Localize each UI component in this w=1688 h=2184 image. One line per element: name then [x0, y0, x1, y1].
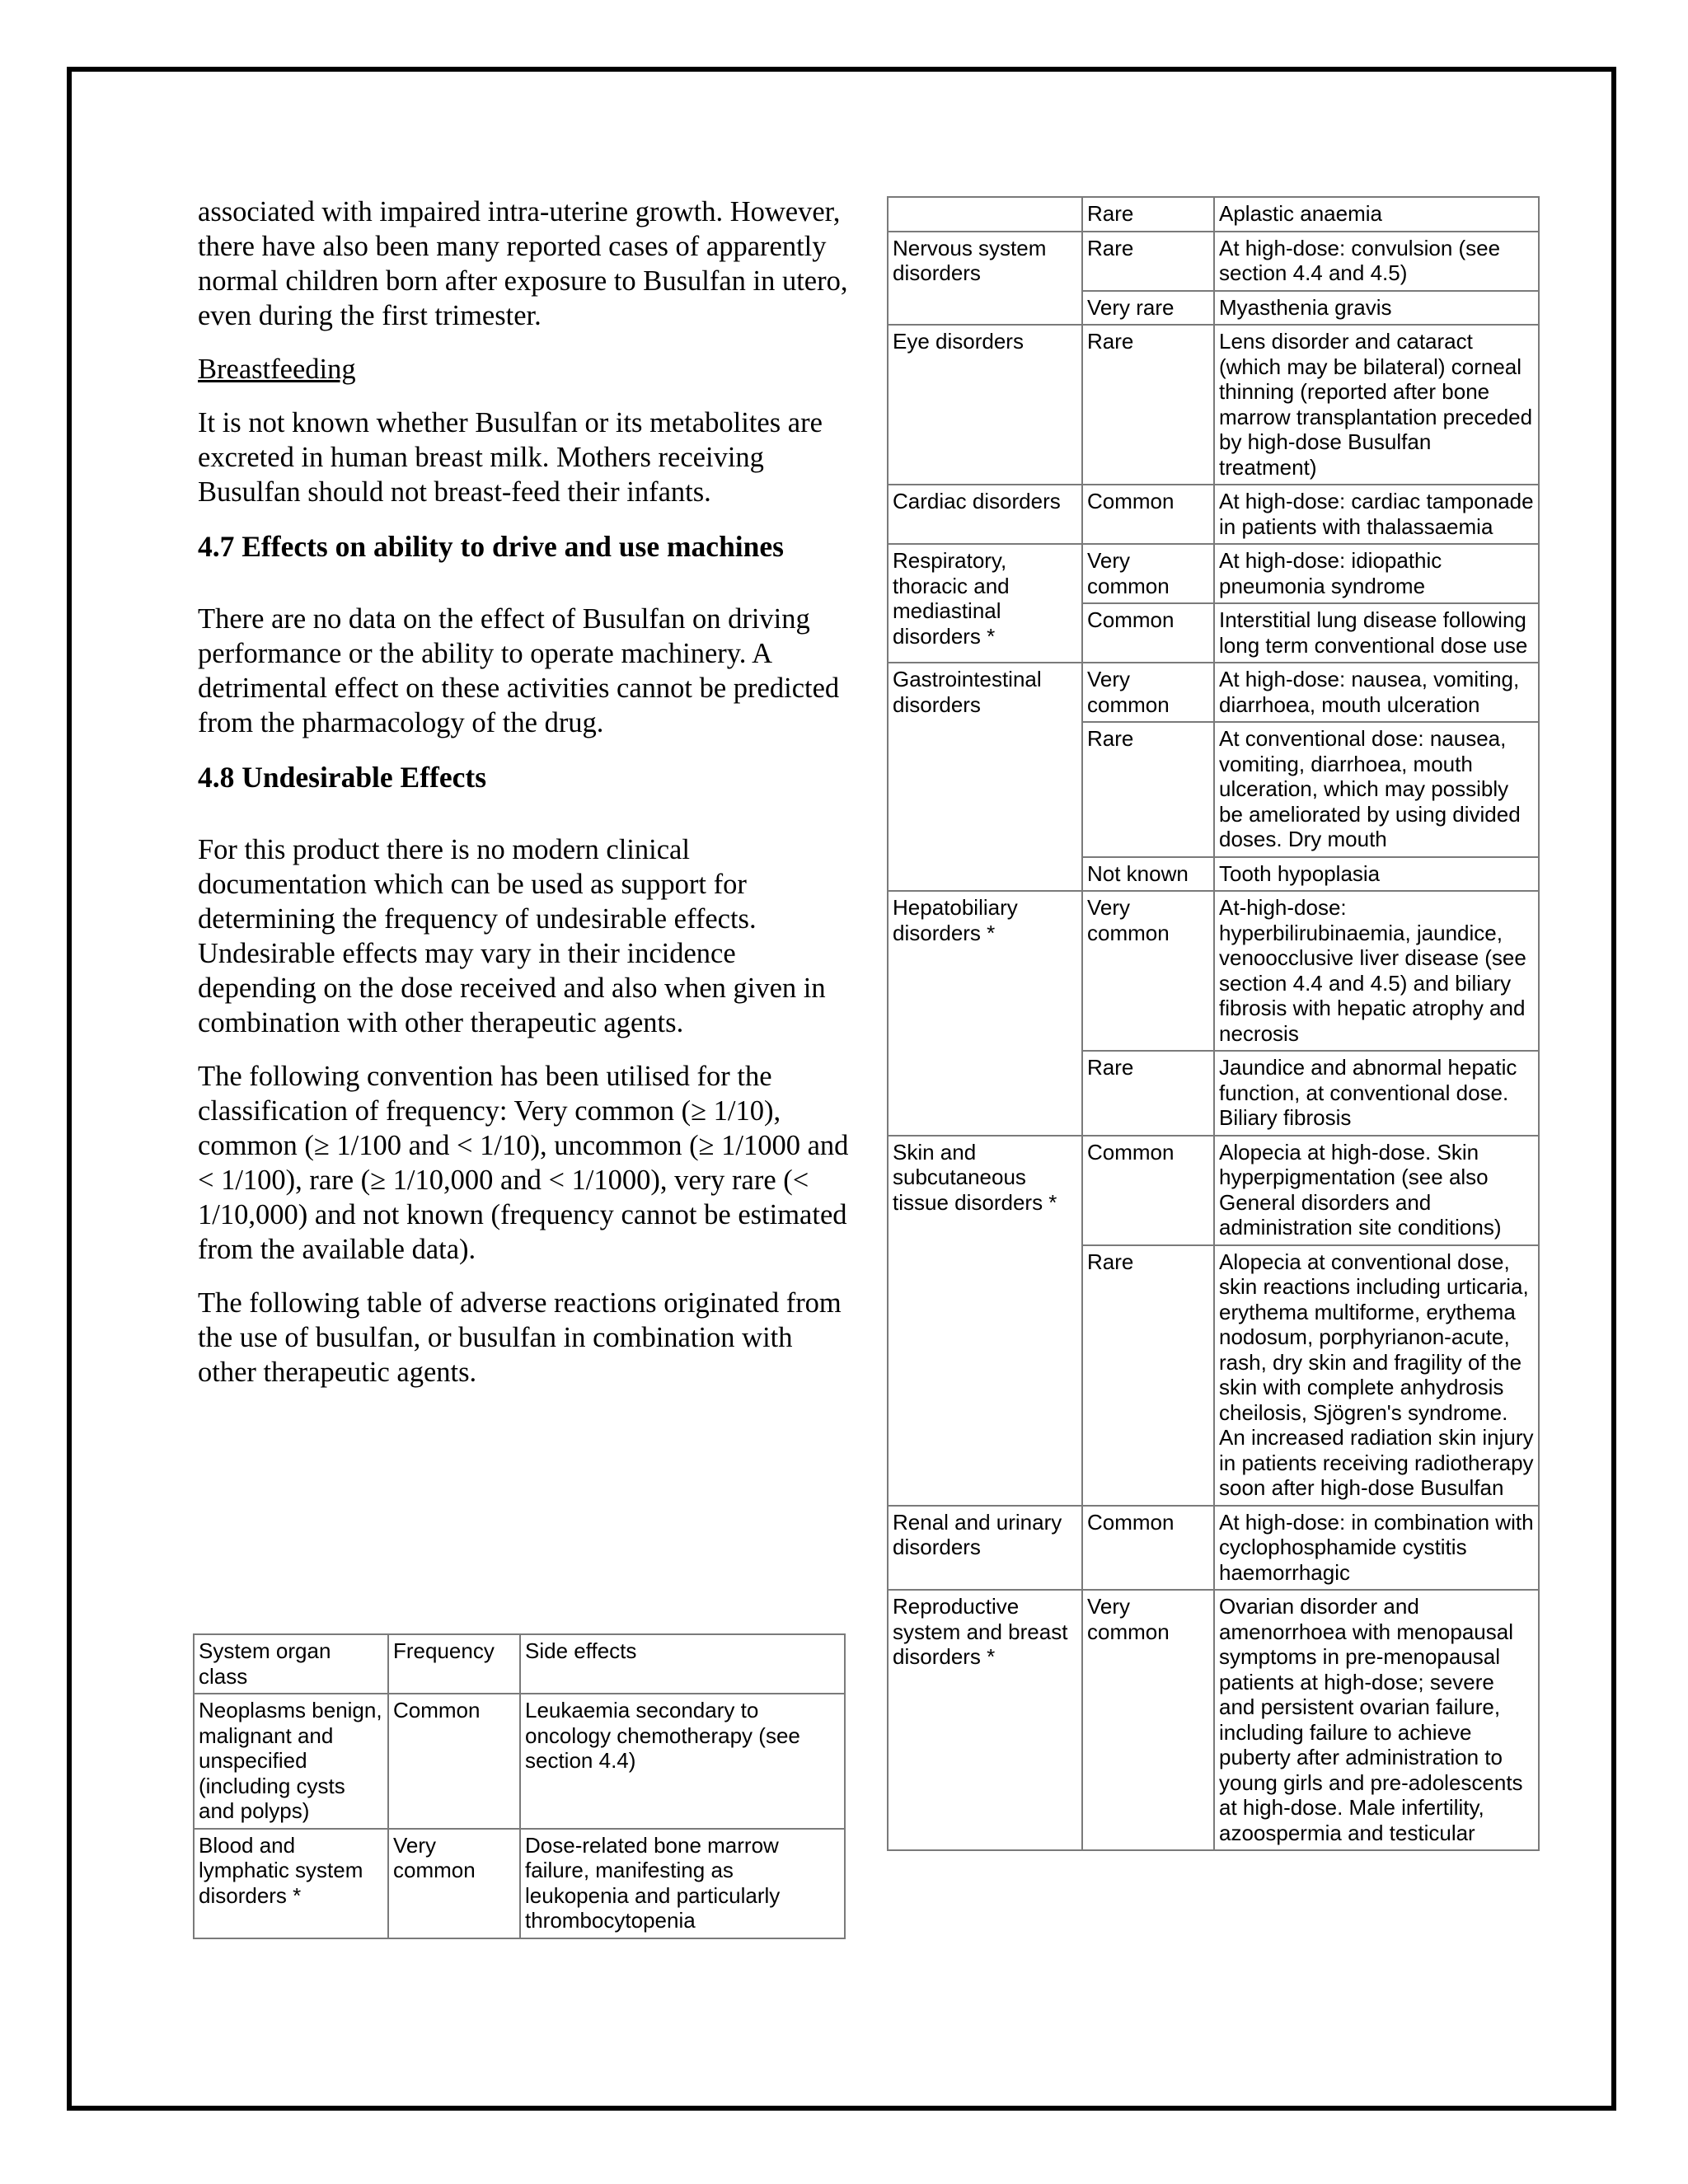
effects-cell: Alopecia at high-dose. Skin hyperpigmentation (see also General disorders and administration site conditions): [1214, 1136, 1539, 1245]
undesirable-effects-paragraph: For this product there is no modern clinical documentation which can be used as support for determining the frequency of undesirable effects. Undesirable effects may vary in their incidence depending on the dose received and also when given in combination with other therapeutic agents.: [198, 834, 826, 1038]
effects-cell: Myasthenia gravis: [1214, 291, 1539, 326]
table-row: [194, 1829, 845, 1938]
effects-cell: At conventional dose: nausea, vomiting, diarrhoea, mouth ulceration, which may possibly be ameliorated by using divided doses. Dry mouth: [1214, 722, 1539, 857]
table-row: [888, 485, 1539, 544]
frequency-convention-paragraph: The following convention has been utilised for the classification of frequency: Very common (≥ 1/10), common (≥ 1/100 and < 1/10), uncommon (≥ 1/1000 and < 1/100), rare (≥ 1/10,000 and < 1/1000), very rare (< 1/10,000) and not known (frequency cannot be estimated from the available data).: [198, 1061, 849, 1265]
frequency-cell: Rare: [1082, 722, 1214, 857]
soc-cell: Blood and lymphatic system disorders *: [194, 1829, 388, 1938]
adverse-reactions-intro: The following table of adverse reactions originated from the use of busulfan, or busulfan in combination with other therapeutic agents.: [198, 1287, 842, 1388]
frequency-cell: Common: [388, 1694, 520, 1829]
driving-paragraph: There are no data on the effect of Busulfan on driving performance or the ability to operate machinery. A detrimental effect on these activities cannot be predicted from the pharmacology of the drug.: [198, 603, 840, 738]
effects-cell: Leukaemia secondary to oncology chemotherapy (see section 4.4): [520, 1694, 845, 1829]
frequency-cell: Rare: [1082, 1245, 1214, 1506]
soc-cell: [888, 197, 1082, 232]
effects-cell: At high-dose: convulsion (see section 4.4 and 4.5): [1214, 232, 1539, 291]
soc-cell: Neoplasms benign, malignant and unspecified (including cysts and polyps): [194, 1694, 388, 1829]
frequency-cell: Not known: [1082, 857, 1214, 892]
table-row: [888, 197, 1539, 232]
soc-cell: Hepatobiliary disorders *: [888, 891, 1082, 1136]
table-row: [194, 1694, 845, 1829]
table-row: [888, 663, 1539, 722]
effects-cell: Lens disorder and cataract (which may be bilateral) corneal thinning (reported after bone marrow transplantation preceded by high-dose Busulfan treatment): [1214, 325, 1539, 485]
effects-cell: Jaundice and abnormal hepatic function, at conventional dose. Biliary fibrosis: [1214, 1051, 1539, 1136]
soc-cell: Renal and urinary disorders: [888, 1506, 1082, 1591]
frequency-cell: Rare: [1082, 325, 1214, 485]
frequency-cell: Very common: [1082, 1590, 1214, 1850]
left-column: [198, 194, 849, 1390]
soc-cell: Gastrointestinal disorders: [888, 663, 1082, 891]
soc-cell: Skin and subcutaneous tissue disorders *: [888, 1136, 1082, 1506]
effects-cell: Ovarian disorder and amenorrhoea with menopausal symptoms in pre-menopausal patients at high-dose; severe and persistent ovarian failure, including failure to achieve puberty after administration to young girls and pre-adolescents at high-dose. Male infertility, azoospermia and testicular: [1214, 1590, 1539, 1850]
soc-cell: Reproductive system and breast disorders *: [888, 1590, 1082, 1850]
adverse-reactions-table-part1: [193, 1633, 846, 1939]
pregnancy-paragraph: associated with impaired intra-uterine growth. However, there have also been many reported cases of apparently normal children born after exposure to Busulfan in utero, even during the first trimester.: [198, 196, 848, 331]
frequency-cell: Rare: [1082, 197, 1214, 232]
soc-cell: Cardiac disorders: [888, 485, 1082, 544]
effects-cell: At high-dose: cardiac tamponade in patients with thalassaemia: [1214, 485, 1539, 544]
frequency-cell: Rare: [1082, 1051, 1214, 1136]
frequency-cell: Common: [1082, 1136, 1214, 1245]
effects-cell: At-high-dose: hyperbilirubinaemia, jaundice, venoocclusive liver disease (see section 4.4 and 4.5) and biliary fibrosis with hepatic atrophy and necrosis: [1214, 891, 1539, 1051]
frequency-cell: Common: [1082, 485, 1214, 544]
effects-cell: Aplastic anaemia: [1214, 197, 1539, 232]
effects-cell: Alopecia at conventional dose, skin reactions including urticaria, erythema multiforme, erythema nodosum, porphyrianon-acute, rash, dry skin and fragility of the skin with complete anhydrosis cheilosis, Sjögren's syndrome. An increased radiation skin injury in patients receiving radiotherapy soon after high-dose Busulfan: [1214, 1245, 1539, 1506]
soc-cell: Eye disorders: [888, 325, 1082, 485]
breastfeeding-paragraph: It is not known whether Busulfan or its metabolites are excreted in human breast milk. Mothers receiving Busulfan should not breast-feed their infants.: [198, 407, 823, 508]
frequency-cell: Very rare: [1082, 291, 1214, 326]
table-row: [888, 325, 1539, 485]
header-frequency: Frequency: [388, 1634, 520, 1694]
effects-cell: Dose-related bone marrow failure, manifesting as leukopenia and particularly thrombocytopenia: [520, 1829, 845, 1938]
table-row: [888, 1506, 1539, 1591]
frequency-cell: Very common: [1082, 891, 1214, 1051]
header-system-organ-class: System organ class: [194, 1634, 388, 1694]
section-4-7-heading: 4.7 Effects on ability to drive and use machines: [198, 530, 784, 563]
frequency-cell: Rare: [1082, 232, 1214, 291]
effects-cell: Tooth hypoplasia: [1214, 857, 1539, 892]
frequency-cell: Common: [1082, 603, 1214, 663]
effects-cell: At high-dose: in combination with cyclophosphamide cystitis haemorrhagic: [1214, 1506, 1539, 1591]
table-row: [888, 232, 1539, 291]
breastfeeding-heading: Breastfeeding: [198, 354, 356, 385]
table-header-row: [194, 1634, 845, 1694]
table-row: [888, 1590, 1539, 1850]
soc-cell: Respiratory, thoracic and mediastinal disorders *: [888, 544, 1082, 663]
frequency-cell: Very common: [388, 1829, 520, 1938]
header-side-effects: Side effects: [520, 1634, 845, 1694]
effects-cell: At high-dose: nausea, vomiting, diarrhoea, mouth ulceration: [1214, 663, 1539, 722]
effects-cell: Interstitial lung disease following long term conventional dose use: [1214, 603, 1539, 663]
frequency-cell: Very common: [1082, 544, 1214, 603]
frequency-cell: Very common: [1082, 663, 1214, 722]
frequency-cell: Common: [1082, 1506, 1214, 1591]
table-row: [888, 1136, 1539, 1245]
table-row: [888, 544, 1539, 603]
effects-cell: At high-dose: idiopathic pneumonia syndrome: [1214, 544, 1539, 603]
adverse-reactions-table-part2: [887, 196, 1540, 1851]
table-row: [888, 891, 1539, 1051]
section-4-8-heading: 4.8 Undesirable Effects: [198, 761, 487, 794]
soc-cell: Nervous system disorders: [888, 232, 1082, 326]
